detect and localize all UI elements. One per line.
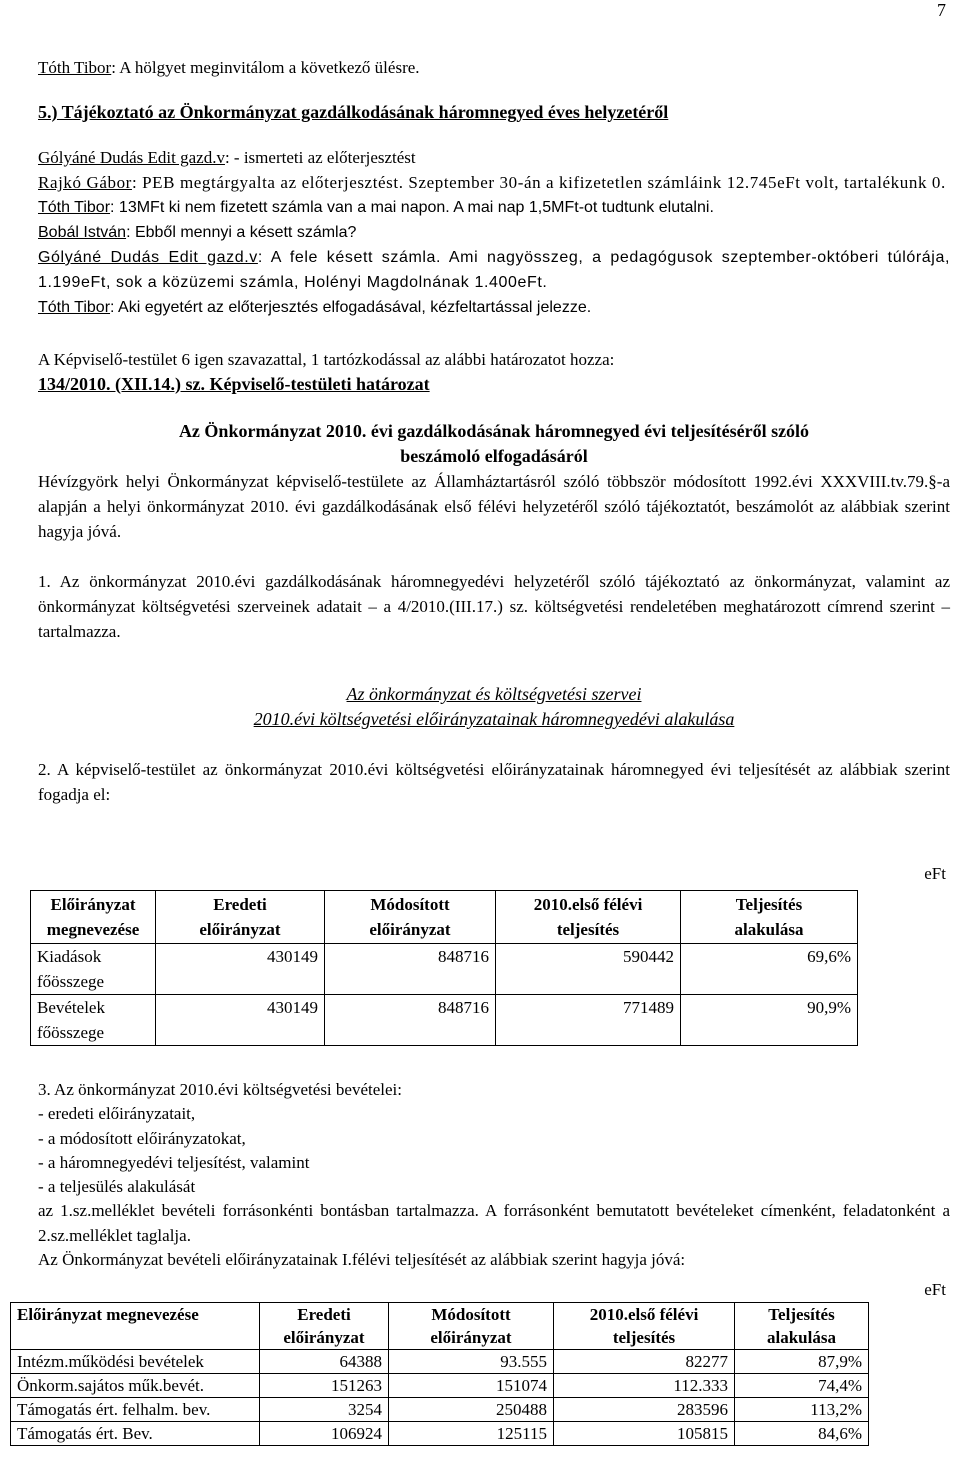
- vote-result: A Képviselő-testület 6 igen szavazattal, 1 tartózkodással az alábbi határozatot hozza:: [38, 350, 615, 369]
- table-row: [31, 944, 858, 995]
- header-cell: Előirányzat megnevezése: [11, 1303, 260, 1350]
- row-name: Bevételek főösszege: [31, 995, 156, 1046]
- cell-teljesites: 590442: [496, 944, 681, 995]
- table-row: [11, 1350, 869, 1374]
- intro-line: [38, 55, 950, 80]
- list-item: - a háromnegyedévi teljesítést, valamint: [38, 1152, 310, 1172]
- cell-eredeti: 151263: [260, 1374, 389, 1398]
- resolution-intro: Hévízgyörk helyi Önkormányzat képviselő-testülete az Államháztartásról szóló többször módosított 1992.évi XXXVIII.tv.79.§-a alapján a helyi önkormányzat 2010. évi gazdálkodásának első félévi helyzetéről szóló tájékoztatót, beszámolót az alábbiak szerint hagyja jóvá.: [38, 472, 950, 541]
- table-row: [11, 1374, 869, 1398]
- cell-eredeti: 106924: [260, 1422, 389, 1446]
- table-subtitle: Az önkormányzat és költségvetési szervei: [346, 684, 642, 704]
- speech-text: : PEB megtárgyalta az előterjesztést. Szeptember 30-án a kifizetetlen számláink 12.745eFt volt, tartalékunk 0.: [131, 173, 946, 192]
- cell-teljesites: 283596: [554, 1398, 735, 1422]
- dialogue-line: [38, 220, 950, 245]
- header-cell: 2010.első félévi teljesítés: [554, 1303, 735, 1350]
- cell-alakulas: 113,2%: [735, 1398, 869, 1422]
- cell-modositott: 93.555: [389, 1350, 554, 1374]
- cell-modositott: 250488: [389, 1398, 554, 1422]
- table-row: [11, 1422, 869, 1446]
- speaker-name: Tóth Tibor: [38, 58, 112, 77]
- header-cell: Teljesítés alakulása: [735, 1303, 869, 1350]
- table-subtitle-cont: 2010.évi költségvetési előirányzatainak háromnegyedévi alakulása: [253, 709, 735, 729]
- dialogue-line: [38, 170, 950, 195]
- speaker-name: Bobál István: [38, 224, 127, 241]
- cell-teljesites: 771489: [496, 995, 681, 1046]
- point-3: [38, 1078, 950, 1272]
- dialogue-line: [38, 145, 950, 170]
- speaker-name: Gólyáné Dudás Edit gazd.v: [38, 148, 225, 167]
- header-cell: 2010.első félévi teljesítés: [496, 891, 681, 944]
- header-cell: Módosított előirányzat: [325, 891, 496, 944]
- cell-eredeti: 430149: [156, 995, 325, 1046]
- unit-label: eFt: [924, 864, 946, 883]
- cell-teljesites: 105815: [554, 1422, 735, 1446]
- point-1: 1. Az önkormányzat 2010.évi gazdálkodásának háromnegyedévi helyzetéről szóló tájékoztató az önkormányzat, valamint az önkormányzat költségvetési szerveinek adatait – a 4/2010.(III.17.) sz. költségvetési rendeletében meghatározott címrend szerint – tartalmazza.: [38, 572, 950, 641]
- cell-eredeti: 430149: [156, 944, 325, 995]
- table-header-row: [31, 891, 858, 944]
- row-name: Intézm.működési bevételek: [11, 1350, 260, 1374]
- table-row: [31, 995, 858, 1046]
- summary-table: [30, 890, 858, 1046]
- dialogue-line: [38, 195, 950, 220]
- speaker-name: Tóth Tibor: [38, 199, 111, 216]
- cell-alakulas: 84,6%: [735, 1422, 869, 1446]
- list-item: - a módosított előirányzatokat,: [38, 1128, 246, 1148]
- speaker-name: Tóth Tibor: [38, 299, 111, 316]
- unit-label: eFt: [924, 1280, 946, 1299]
- document-body: [38, 55, 950, 807]
- dialogue-line: [38, 245, 950, 295]
- header-cell: Módosított előirányzat: [389, 1303, 554, 1350]
- point-3-approval: Az Önkormányzat bevételi előirányzatainak I.félévi teljesítését az alábbiak szerint hagyja jóvá:: [38, 1250, 686, 1270]
- table-header-row: [11, 1303, 869, 1350]
- cell-alakulas: 74,4%: [735, 1374, 869, 1398]
- cell-alakulas: 90,9%: [681, 995, 858, 1046]
- header-cell: Teljesítés alakulása: [681, 891, 858, 944]
- point-3-title: 3. Az önkormányzat 2010.évi költségvetési bevételei:: [38, 1080, 402, 1099]
- header-cell: Eredeti előirányzat: [260, 1303, 389, 1350]
- list-item: - a teljesülés alakulását: [38, 1177, 196, 1197]
- revenue-table: [10, 1302, 869, 1446]
- speech-text: : 13MFt ki nem fizetett számla van a mai napon. A mai nap 1,5MFt-ot tudtunk elutalni.: [110, 199, 714, 216]
- cell-modositott: 151074: [389, 1374, 554, 1398]
- speaker-name: Rajkó Gábor: [38, 173, 132, 192]
- resolution-number: 134/2010. (XII.14.) sz. Képviselő-testületi határozat: [38, 374, 430, 394]
- cell-alakulas: 87,9%: [735, 1350, 869, 1374]
- cell-alakulas: 69,6%: [681, 944, 858, 995]
- header-cell: Eredeti előirányzat: [156, 891, 325, 944]
- cell-modositott: 848716: [325, 995, 496, 1046]
- list-item: - eredeti előirányzatait,: [38, 1104, 196, 1124]
- header-cell: Előirányzat megnevezése: [31, 891, 156, 944]
- speech-text: : - ismerteti az előterjesztést: [224, 148, 416, 167]
- row-name: Kiadások főösszege: [31, 944, 156, 995]
- cell-modositott: 848716: [325, 944, 496, 995]
- row-name: Támogatás ért. felhalm. bev.: [11, 1398, 260, 1422]
- section-5-title: 5.) Tájékoztató az Önkormányzat gazdálkodásának háromnegyed éves helyzetéről: [38, 102, 669, 122]
- speech-text: : A hölgyet meginvitálom a következő ülésre.: [111, 58, 420, 77]
- speech-text: : A fele késett számla. Ami nagyösszeg, a pedagógusok szeptember-októberi túlórája, 1.199eFt, sok a közüzemi számla, Holényi Magdolnának 1.400eFt.: [38, 249, 950, 291]
- row-name: Önkorm.sajátos műk.bevét.: [11, 1374, 260, 1398]
- speaker-name: Gólyáné Dudás Edit gazd.v: [38, 249, 258, 266]
- resolution-title: Az Önkormányzat 2010. évi gazdálkodásának háromnegyed évi teljesítéséről szóló: [178, 421, 810, 441]
- cell-teljesites: 82277: [554, 1350, 735, 1374]
- cell-eredeti: 3254: [260, 1398, 389, 1422]
- page-number: 7: [937, 0, 946, 20]
- cell-modositott: 125115: [389, 1422, 554, 1446]
- resolution-title-cont: beszámoló elfogadásáról: [400, 446, 588, 466]
- row-name: Támogatás ért. Bev.: [11, 1422, 260, 1446]
- speech-text: : Aki egyetért az előterjesztés elfogadásával, kézfeltartással jelezze.: [110, 299, 592, 316]
- point-3-text: az 1.sz.melléklet bevételi forrásonkénti bontásban tartalmazza. A forrásonként bemutatott bevételeket címenként, feladatonként a 2.sz.melléklet taglalja.: [38, 1201, 950, 1245]
- speech-text: : Ebből mennyi a késett számla?: [126, 224, 357, 241]
- cell-teljesites: 112.333: [554, 1374, 735, 1398]
- dialogue-line: [38, 295, 950, 320]
- cell-eredeti: 64388: [260, 1350, 389, 1374]
- point-2: 2. A képviselő-testület az önkormányzat 2010.évi költségvetési előirányzatainak háromnegyed évi teljesítését az alábbiak szerint fogadja el:: [38, 760, 950, 804]
- table-row: [11, 1398, 869, 1422]
